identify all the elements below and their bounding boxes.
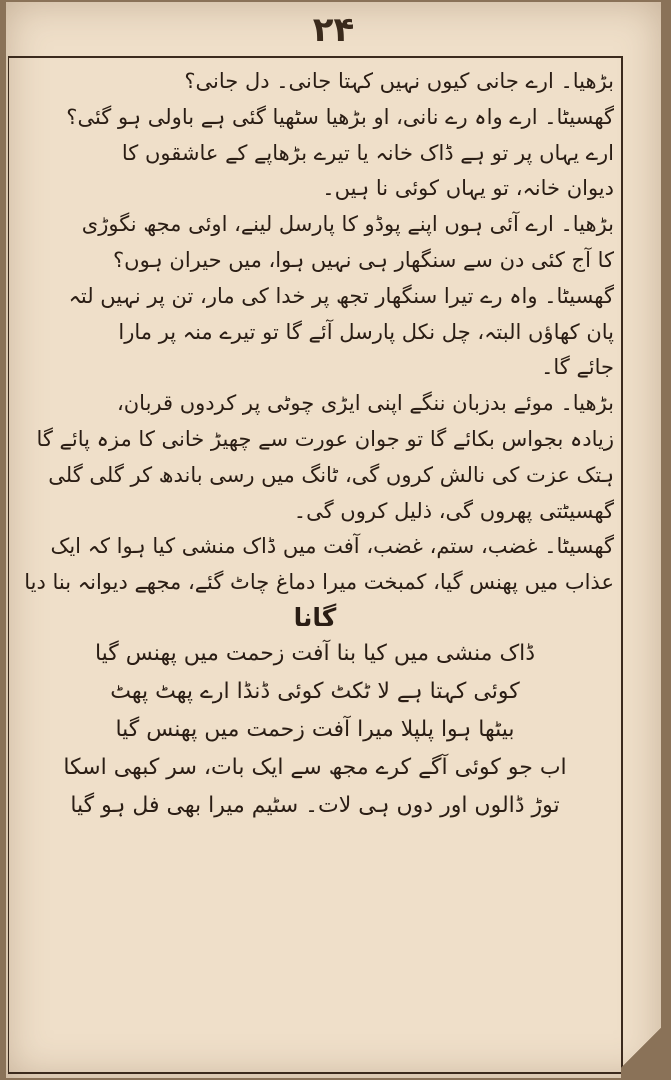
dialogue-line: گھسیٹا۔ ارے واہ رے نانی، او بڑھیا سٹھیا گئی ہے باولی ہو گئی؟ xyxy=(66,104,614,129)
dialogue-line: بڑھیا۔ ارے جانی کیوں نہیں کہتا جانی۔ دل جانی؟ xyxy=(184,69,614,93)
dialogue-line: گھسیٹتی پھروں گی، ذلیل کروں گی۔ xyxy=(293,498,614,523)
page-text xyxy=(16,64,614,825)
dialogue-line: کا آج کئی دن سے سنگھار ہی نہیں ہوا، میں حیران ہوں؟ xyxy=(113,247,614,272)
song-lyrics xyxy=(16,635,614,825)
torn-corner xyxy=(621,1018,661,1078)
song-line: ڈاک منشی میں کیا بنا آفت زحمت میں پھنس گیا xyxy=(94,640,536,666)
song-line: اب جو کوئی آگے کرے مجھ سے ایک بات، سر کبھی اسکا xyxy=(63,754,567,780)
page-number: ۲۴ xyxy=(312,10,355,50)
dialogue-line: عذاب میں پھنس گیا، کمبخت میرا دماغ چاٹ گئے، مجھے دیوانہ بنا دیا xyxy=(24,570,614,595)
dialogue-line: زیادہ بجواس بکائے گا تو جوان عورت سے چھیڑ خانی کا مزہ پائے گا xyxy=(36,426,614,451)
song-line: توڑ ڈالوں اور دوں ہی لات۔ سٹیم میرا بھی فل ہو گیا xyxy=(70,792,560,818)
dialogue-line: بڑھیا۔ ارے آئی ہوں اپنے پوڈو کا پارسل لینے، اوئی مجھ نگوڑی xyxy=(81,212,614,237)
song-line: کوئی کہتا ہے لا ٹکٹ کوئی ڈنڈا ارے پھٹ پھٹ xyxy=(110,678,520,704)
book-page xyxy=(6,2,661,1078)
dialogue-line: ہتک عزت کی نالش کروں گی، ٹانگ میں رسی باندھ کر گلی گلی xyxy=(48,462,614,487)
dialogue-line: بڑھیا۔ موئے بدزبان ننگے اپنی ایڑی چوٹی پر کردوں قربان، xyxy=(116,391,614,416)
dialogue-line: دیوان خانہ، تو یہاں کوئی نا ہیں۔ xyxy=(322,176,614,201)
song-line: بیٹھا ہوا پلپلا میرا آفت زحمت میں پھنس گیا xyxy=(115,716,515,742)
dialogue-line: گھسیٹا۔ غضب، ستم، غضب، آفت میں ڈاک منشی کیا ہوا کہ ایک xyxy=(50,534,614,559)
dialogue-line: گھسیٹا۔ واہ رے تیرا سنگھار تجھ پر خدا کی مار، تن پر نہیں لتہ xyxy=(68,283,614,308)
song-heading: گانا xyxy=(293,602,337,632)
dialogue-line: پان کھاؤں البتہ، چل نکل پارسل آئے گا تو تیرے منہ پر مارا xyxy=(118,319,614,344)
dialogue-line: ارے یہاں پر تو ہے ڈاک خانہ یا تیرے بڑھاپے کے عاشقوں کا xyxy=(121,140,614,165)
dialogue-line: جائے گا۔ xyxy=(541,355,614,380)
